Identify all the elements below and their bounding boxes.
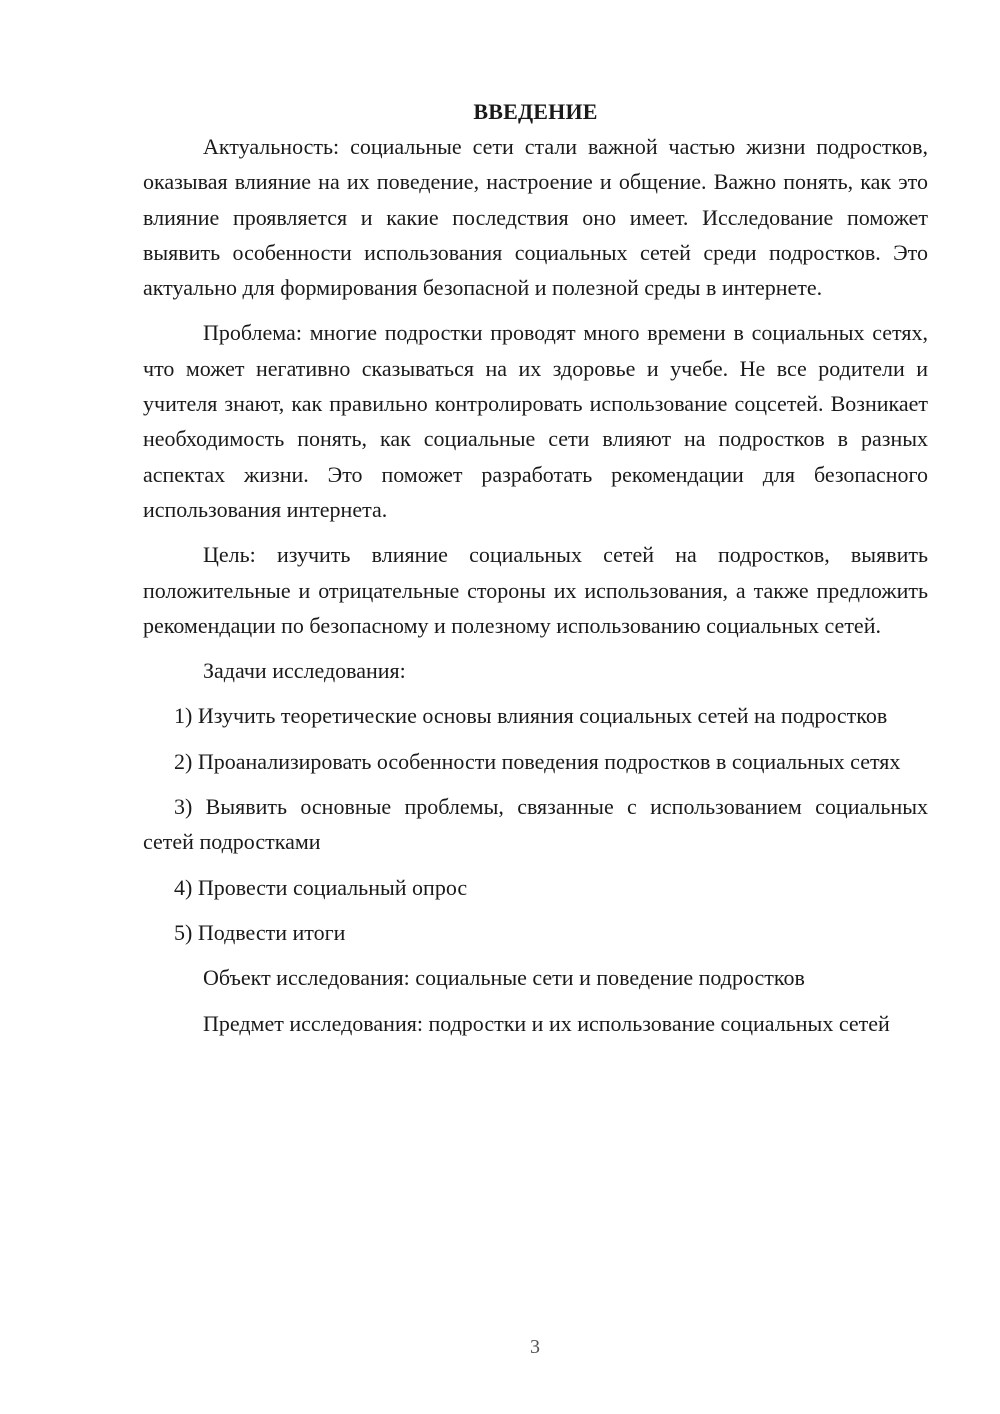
page-number: 3 xyxy=(530,1336,540,1358)
paragraph-relevance: Актуальность: социальные сети стали важной частью жизни подростков, оказывая влияние на их поведение, настроение и общение. Важно понять, как это влияние проявляется и какие последствия оно имеет. Исследование поможет выявить особенности использования социальных сетей среди подростков. Это актуально для формирования безопасной и полезной среды в интернете. xyxy=(143,134,928,301)
task-item-1: 1) Изучить теоретические основы влияния социальных сетей на подростков xyxy=(174,703,888,729)
task-item-2: 2) Проанализировать особенности поведения подростков в социальных сетях xyxy=(174,748,901,774)
paragraph-subject: Предмет исследования: подростки и их использование социальных сетей xyxy=(203,1010,890,1036)
section-title: ВВЕДЕНИЕ xyxy=(473,99,598,124)
paragraph-object: Объект исследования: социальные сети и поведение подростков xyxy=(203,965,805,991)
task-item-5: 5) Подвести итоги xyxy=(174,919,346,945)
task-item-4: 4) Провести социальный опрос xyxy=(174,874,468,900)
paragraph-tasks-heading: Задачи исследования: xyxy=(203,658,406,684)
paragraph-goal: Цель: изучить влияние социальных сетей на подростков, выявить положительные и отрицательные стороны их использования, а также предложить рекомендации по безопасному и полезному использованию социальных сетей. xyxy=(143,542,928,638)
paragraph-problem: Проблема: многие подростки проводят много времени в социальных сетях, что может негативно сказываться на их здоровье и учебе. Не все родители и учителя знают, как правильно контролировать использование соцсетей. Возникает необходимость понять, как социальные сети влияют на подростков в разных аспектах жизни. Это поможет разработать рекомендации для безопасного использования интернета. xyxy=(143,320,928,522)
document-page xyxy=(143,94,928,1051)
task-item-3: 3) Выявить основные проблемы, связанные с использованием социальных сетей подростками xyxy=(143,794,928,855)
